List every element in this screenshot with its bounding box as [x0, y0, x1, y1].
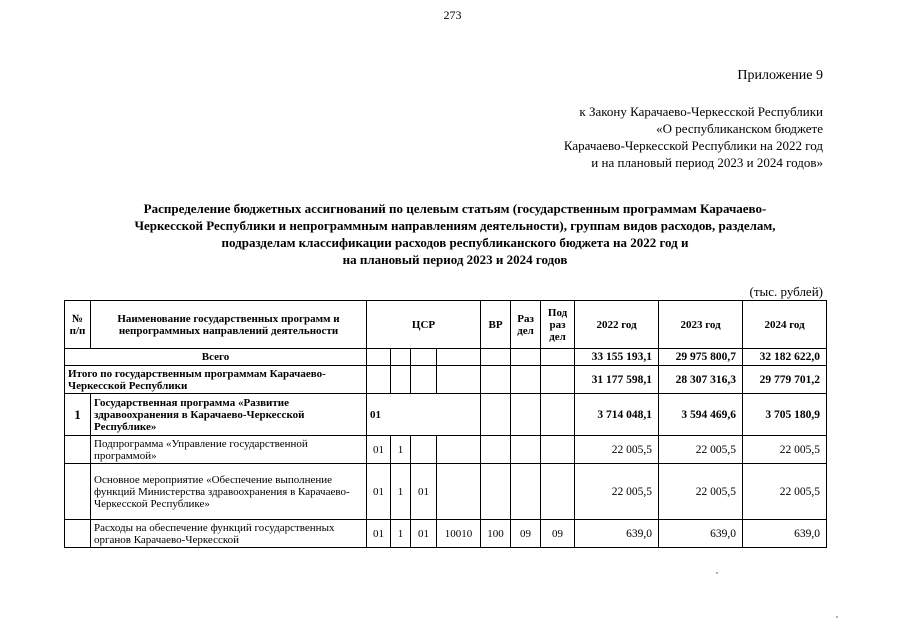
row-vr: 100	[481, 520, 511, 548]
row-amount-2023: 29 975 800,7	[659, 349, 743, 366]
header-podrazdel: Под раз дел	[541, 301, 575, 349]
row-csr-direction	[437, 464, 481, 520]
row-csr-program: 01	[367, 436, 391, 464]
header-2022: 2022 год	[575, 301, 659, 349]
table-row	[65, 436, 827, 464]
row-csr-program: 01	[367, 394, 481, 436]
row-csr-subprogram: 1	[391, 520, 411, 548]
header-name: Наименование государственных программ и непрограммных направлений деятельности	[91, 301, 367, 349]
header-csr: ЦСР	[367, 301, 481, 349]
header-2023: 2023 год	[659, 301, 743, 349]
row-podrazdel	[541, 366, 575, 394]
row-name: Всего	[65, 349, 367, 366]
row-amount-2022: 639,0	[575, 520, 659, 548]
row-amount-2024: 3 705 180,9	[743, 394, 827, 436]
row-csr-event: 01	[411, 464, 437, 520]
row-amount-2024: 22 005,5	[743, 436, 827, 464]
row-csr-event	[411, 349, 437, 366]
row-amount-2024: 22 005,5	[743, 464, 827, 520]
row-razdel	[511, 464, 541, 520]
budget-table	[64, 300, 827, 548]
table-row	[65, 464, 827, 520]
table-row	[65, 366, 827, 394]
table-header-row	[65, 301, 827, 349]
row-amount-2022: 22 005,5	[575, 464, 659, 520]
law-reference-line-4: и на плановый период 2023 и 2024 годов»	[591, 155, 823, 170]
table-row	[65, 394, 827, 436]
row-csr-event	[411, 436, 437, 464]
row-vr	[481, 436, 511, 464]
row-name: Подпрограмма «Управление государственной программой»	[91, 436, 367, 464]
row-csr-program: 01	[367, 520, 391, 548]
row-name: Государственная программа «Развитие здравоохранения в Карачаево-Черкесской Республике»	[91, 394, 367, 436]
row-amount-2023: 639,0	[659, 520, 743, 548]
row-vr	[481, 394, 511, 436]
document-title-line-1: Распределение бюджетных ассигнований по целевым статьям (государственным программам Карачаево-	[143, 201, 767, 216]
law-reference-line-1: к Закону Карачаево-Черкесской Республики	[579, 104, 823, 119]
document-title-line-4: на плановый период 2023 и 2024 годов	[342, 252, 568, 267]
row-amount-2023: 28 307 316,3	[659, 366, 743, 394]
table-row	[65, 520, 827, 548]
row-vr	[481, 464, 511, 520]
row-name: Итого по государственным программам Карачаево-Черкесской Республики	[65, 366, 367, 394]
header-2024: 2024 год	[743, 301, 827, 349]
row-number	[65, 520, 91, 548]
header-razdel: Раз дел	[511, 301, 541, 349]
row-razdel	[511, 436, 541, 464]
row-name: Расходы на обеспечение функций государственных органов Карачаево-Черкесской	[91, 520, 367, 548]
row-number: 1	[65, 394, 91, 436]
row-amount-2022: 3 714 048,1	[575, 394, 659, 436]
scan-speck	[836, 616, 838, 618]
row-csr-event: 01	[411, 520, 437, 548]
row-csr-subprogram: 1	[391, 464, 411, 520]
row-vr	[481, 366, 511, 394]
document-title-line-2: Черкесской Республики и непрограммным направлениям деятельности), группам видов расходов, разделам,	[134, 218, 776, 233]
row-podrazdel	[541, 464, 575, 520]
units-label: (тыс. рублей)	[749, 284, 823, 299]
row-csr-direction	[437, 436, 481, 464]
law-reference-line-2: «О республиканском бюджете	[656, 121, 823, 136]
law-reference-line-3: Карачаево-Черкесской Республики на 2022 год	[563, 138, 823, 153]
row-csr-subprogram: 1	[391, 436, 411, 464]
row-csr-direction: 10010	[437, 520, 481, 548]
document-title-line-3: подразделам классификации расходов республиканского бюджета на 2022 год и	[221, 235, 689, 250]
row-csr-program	[367, 349, 391, 366]
row-vr	[481, 349, 511, 366]
row-podrazdel: 09	[541, 520, 575, 548]
row-podrazdel	[541, 436, 575, 464]
row-amount-2024: 32 182 622,0	[743, 349, 827, 366]
row-amount-2022: 31 177 598,1	[575, 366, 659, 394]
document-title	[60, 200, 850, 268]
row-razdel: 09	[511, 520, 541, 548]
row-csr-event	[411, 366, 437, 394]
row-razdel	[511, 349, 541, 366]
header-vr: ВР	[481, 301, 511, 349]
row-razdel	[511, 394, 541, 436]
page-number: 273	[443, 8, 462, 22]
row-amount-2023: 3 594 469,6	[659, 394, 743, 436]
row-amount-2022: 22 005,5	[575, 436, 659, 464]
row-csr-program: 01	[367, 464, 391, 520]
row-csr-subprogram	[391, 349, 411, 366]
row-name: Основное мероприятие «Обеспечение выполнение функций Министерства здравоохранения в Карачаево-Черкесской Республике»	[91, 464, 367, 520]
row-podrazdel	[541, 394, 575, 436]
row-csr-direction	[437, 349, 481, 366]
row-amount-2024: 29 779 701,2	[743, 366, 827, 394]
row-csr-program	[367, 366, 391, 394]
row-amount-2023: 22 005,5	[659, 464, 743, 520]
row-podrazdel	[541, 349, 575, 366]
row-csr-direction	[437, 366, 481, 394]
row-amount-2024: 639,0	[743, 520, 827, 548]
table-row	[65, 349, 827, 366]
row-number	[65, 436, 91, 464]
appendix-title: Приложение 9	[737, 68, 823, 83]
law-reference	[564, 103, 823, 171]
row-amount-2023: 22 005,5	[659, 436, 743, 464]
row-razdel	[511, 366, 541, 394]
scan-speck	[716, 572, 718, 574]
header-number: № п/п	[65, 301, 91, 349]
row-csr-subprogram	[391, 366, 411, 394]
row-amount-2022: 33 155 193,1	[575, 349, 659, 366]
row-number	[65, 464, 91, 520]
